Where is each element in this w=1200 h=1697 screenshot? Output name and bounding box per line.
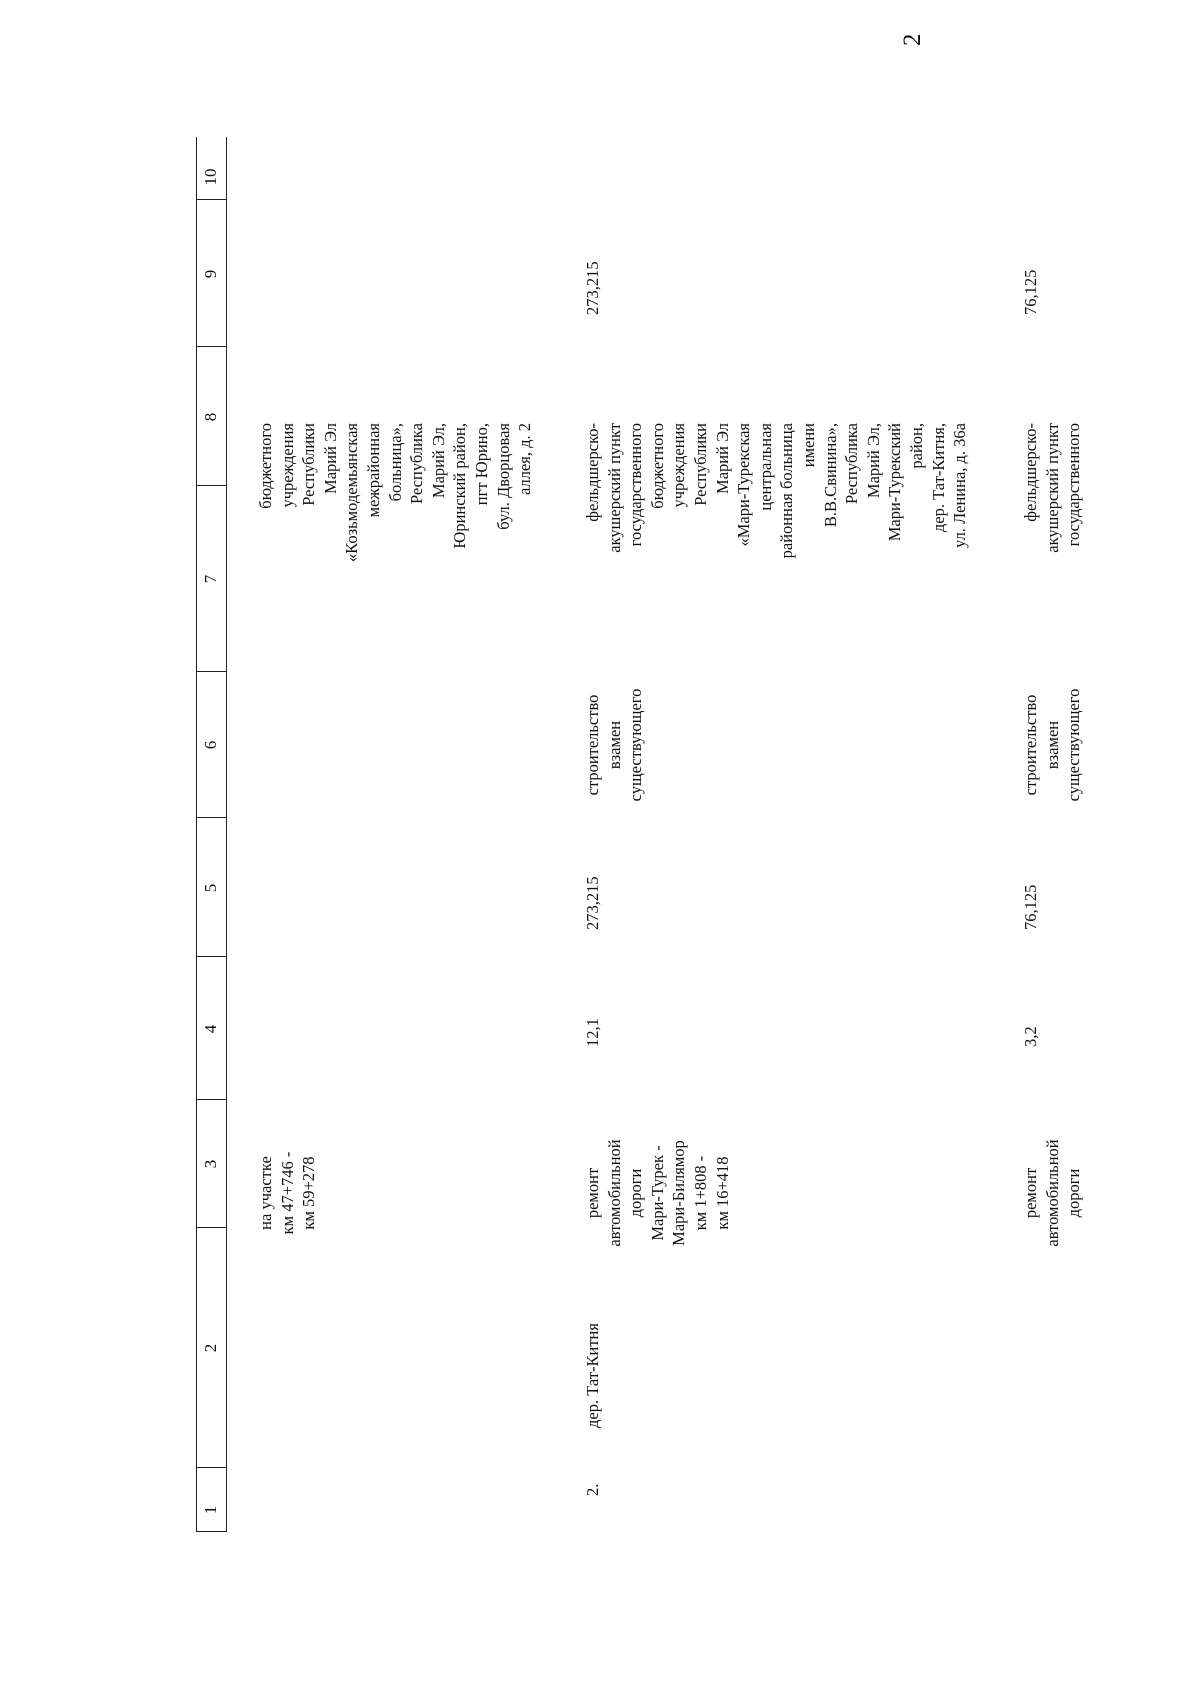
row-3-col7: фельдшерско- акушерский пункт государственного xyxy=(1021,423,1084,553)
row-2-col2: дер. Тат-Китня xyxy=(583,1323,602,1428)
column-separator xyxy=(196,346,226,347)
page-number: 2 xyxy=(899,33,926,46)
column-separator xyxy=(196,817,226,818)
row-2-col5: 273,215 xyxy=(583,876,602,930)
row-3-col3: ремонт автомобильной дороги xyxy=(1021,1139,1084,1247)
column-number-3: 3 xyxy=(201,1159,220,1169)
column-number-8: 8 xyxy=(201,412,220,422)
column-number-10: 10 xyxy=(201,168,220,186)
row-3-col9: 76,125 xyxy=(1021,269,1040,315)
row-2-col6: строительство взамен существующего xyxy=(583,688,646,802)
row-continued-col3: на участке км 47+746 - км 59+278 xyxy=(256,1151,319,1235)
row-2-col3: ремонт автомобильной дороги Мари-Турек - Мари-Билямор км 1+808 - км 16+418 xyxy=(583,1139,732,1247)
column-separator xyxy=(196,671,226,672)
column-separator xyxy=(196,1531,226,1532)
row-2-col7: фельдшерско- акушерский пункт государственного бюджетного учреждения Республики Марий Эл «Мари-Турекская центральная районная больница имени В.В.Свинина», Республика Марий Эл, Мари-Турекский район, дер. Тат-Китня, ул. Ленина, д. 36а xyxy=(583,423,970,559)
column-separator xyxy=(196,1467,226,1468)
column-number-6: 6 xyxy=(201,740,220,750)
column-number-5: 5 xyxy=(201,883,220,893)
column-separator xyxy=(196,1227,226,1228)
column-separator xyxy=(196,956,226,957)
row-2-col1: 2. xyxy=(583,1483,602,1496)
row-2-col9: 273,215 xyxy=(583,261,602,315)
row-3-col6: строительство взамен существующего xyxy=(1021,688,1084,802)
column-number-2: 2 xyxy=(201,1343,220,1353)
column-number-7: 7 xyxy=(201,574,220,584)
row-3-col5: 76,125 xyxy=(1021,884,1040,930)
column-number-4: 4 xyxy=(201,1024,220,1034)
column-number-1: 1 xyxy=(201,1505,220,1515)
row-3-col4: 3,2 xyxy=(1021,1026,1040,1047)
row-2-col4: 12,1 xyxy=(583,1018,602,1047)
column-separator xyxy=(196,199,226,200)
column-separator xyxy=(196,1099,226,1100)
column-separator xyxy=(196,485,226,486)
header-bottom-rule xyxy=(226,137,227,1532)
column-number-9: 9 xyxy=(201,269,220,279)
row-continued-col7: бюджетного учреждения Республики Марий Эл «Козьмодемьянская межрайонная больница», Республика Марий Эл, Юринский район, пгт Юрино, бул. Дворцовая аллея, д. 2 xyxy=(256,423,535,563)
